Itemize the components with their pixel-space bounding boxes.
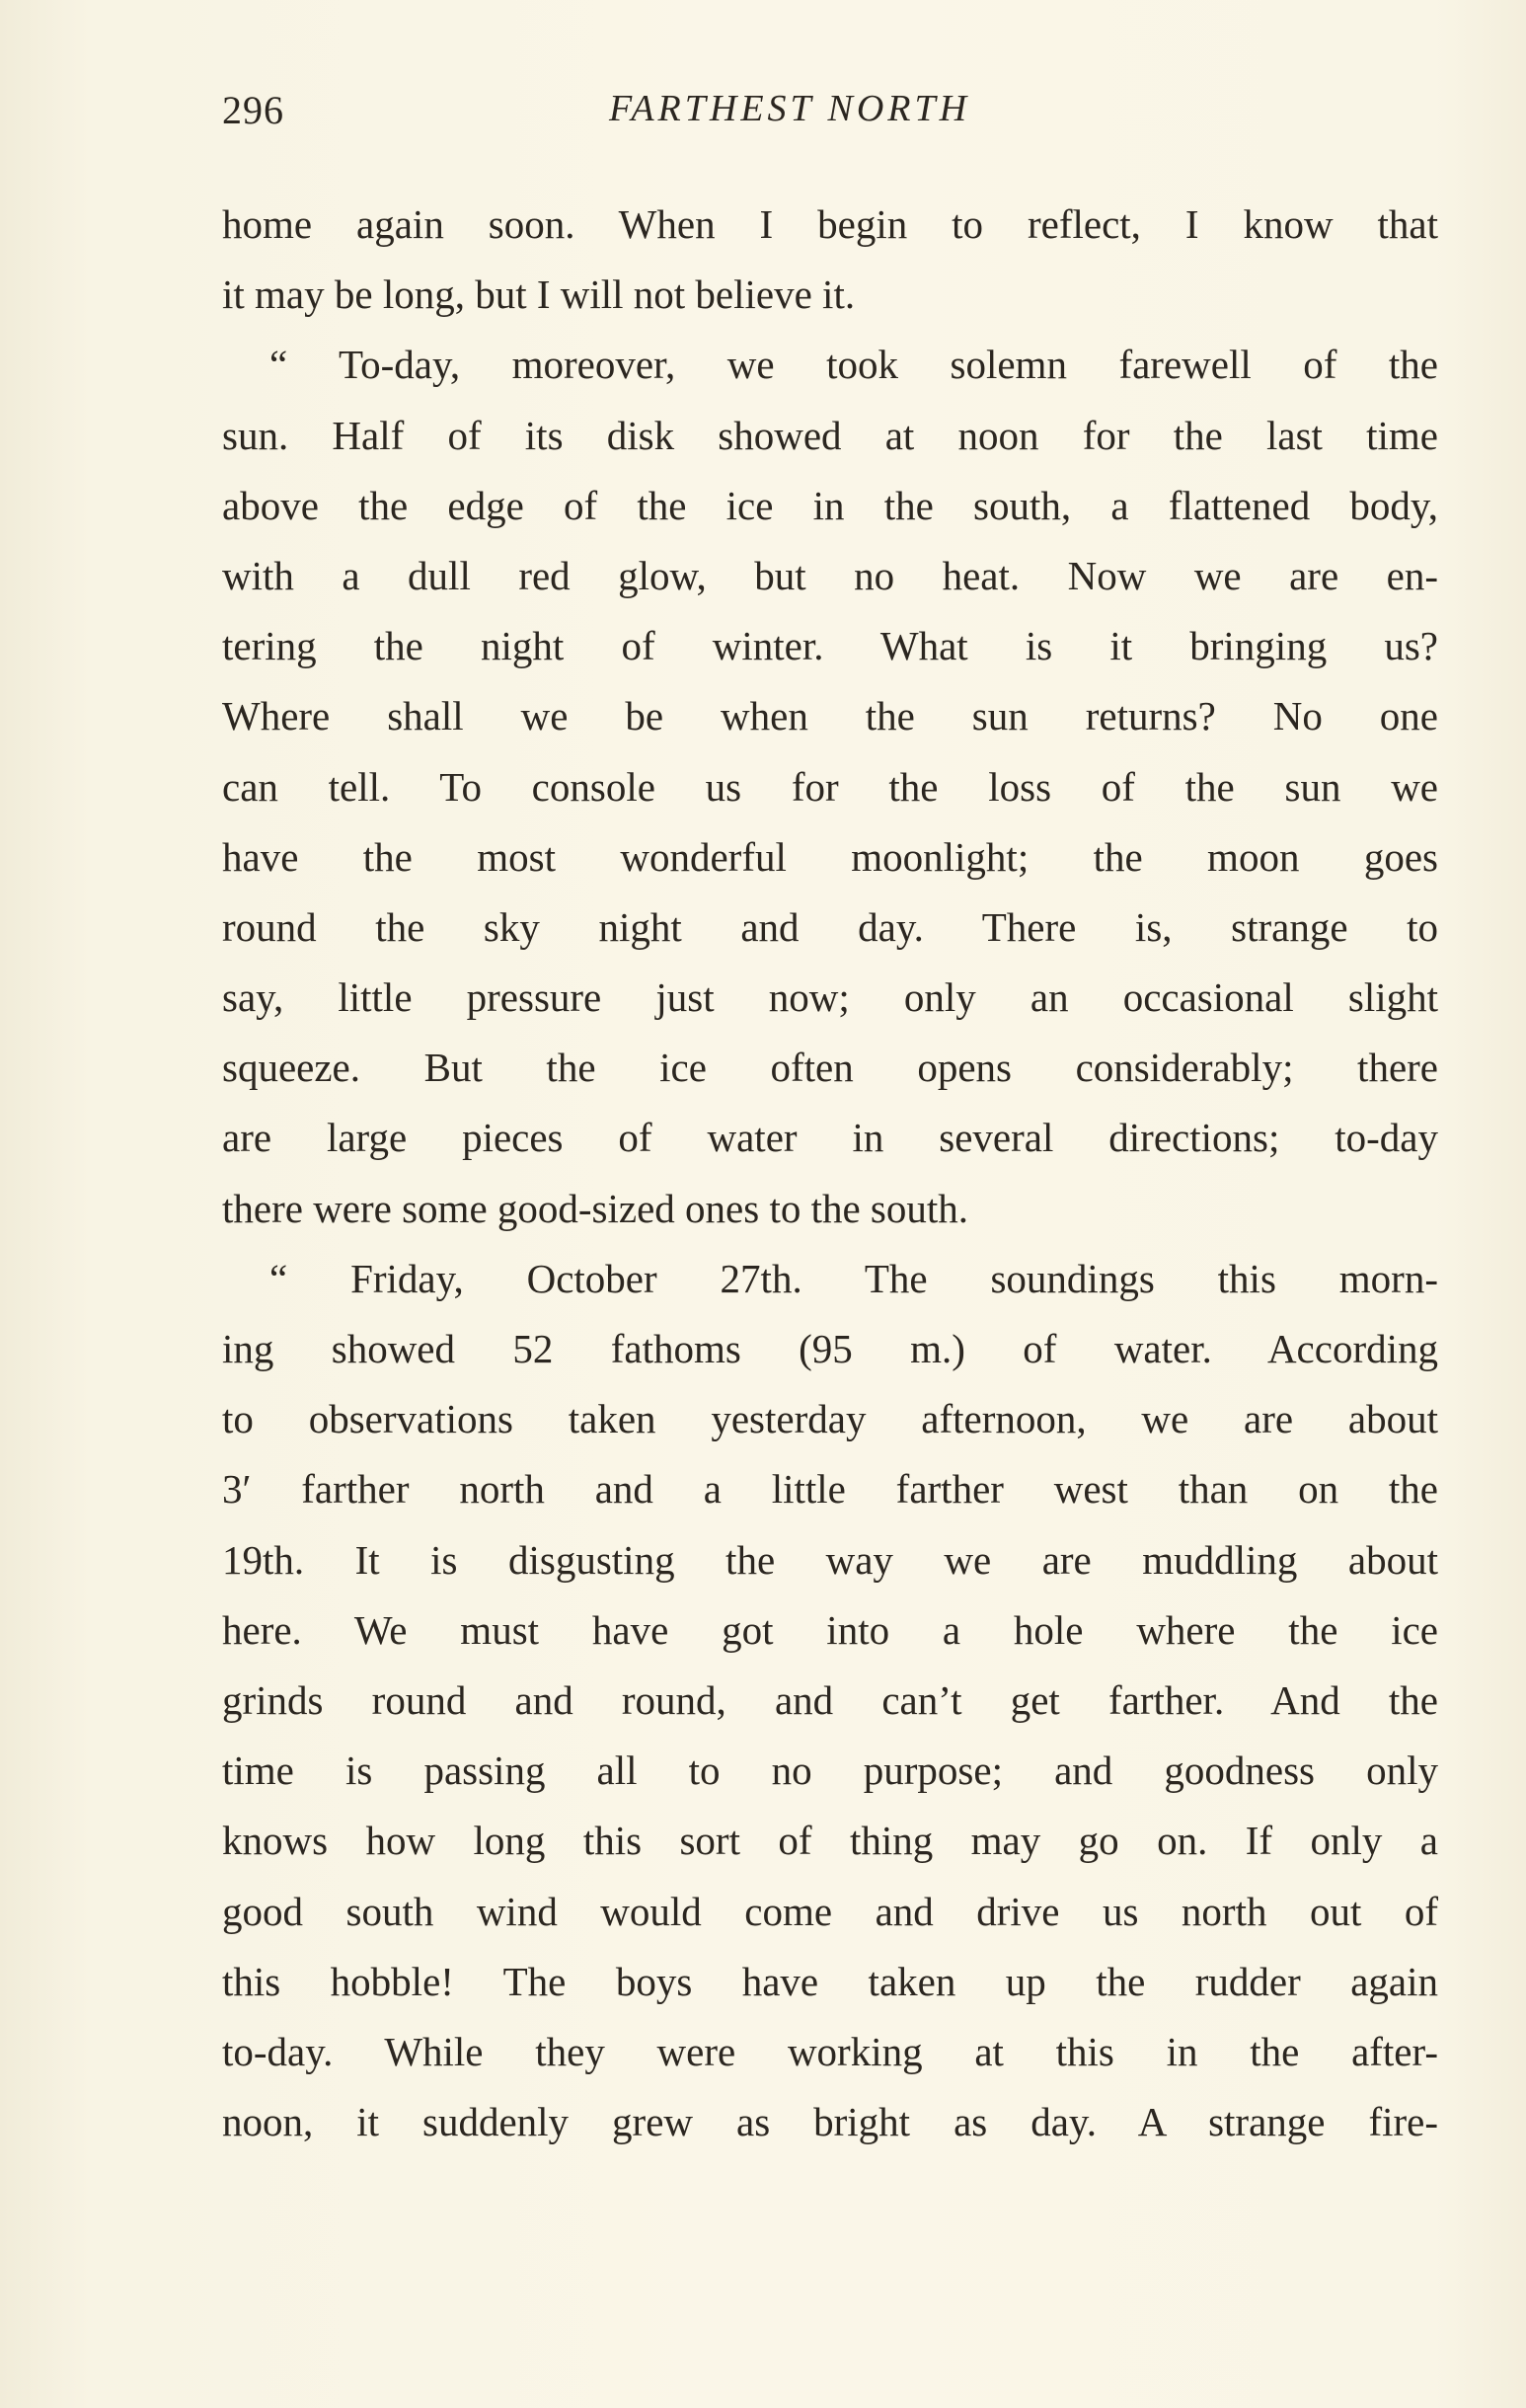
text-line: have the most wonderful moonlight; the moon goes	[222, 833, 1438, 880]
book-title: FARTHEST NORTH	[609, 88, 971, 129]
text-line: “ To-day, moreover, we took solemn farewell of the	[269, 342, 1438, 388]
text-line: time is passing all to no purpose; and goodness only	[222, 1748, 1438, 1794]
text-line: tering the night of winter. What is it bringing us?	[222, 623, 1438, 669]
text-line: knows how long this sort of thing may go on. If only a	[222, 1818, 1438, 1864]
text-line: this hobble! The boys have taken up the rudder again	[222, 1958, 1438, 2004]
text-line: here. We must have got into a hole where the ice	[222, 1606, 1438, 1653]
text-line: with a dull red glow, but no heat. Now we are en-	[222, 552, 1438, 598]
text-line: are large pieces of water in several directions; to-day	[222, 1115, 1438, 1161]
text-line: squeeze. But the ice often opens considerably; there	[222, 1045, 1438, 1091]
text-line: grinds round and round, and can’t get farther. And the	[222, 1676, 1438, 1723]
page-number: 296	[222, 88, 284, 132]
text-line: above the edge of the ice in the south, a flattened body,	[222, 482, 1438, 528]
text-line: sun. Half of its disk showed at noon for the last time	[222, 412, 1438, 458]
text-line: 19th. It is disgusting the way we are muddling about	[222, 1536, 1438, 1583]
text-line: round the sky night and day. There is, strange to	[222, 903, 1438, 950]
text-line: to observations taken yesterday afternoon, we are about	[222, 1396, 1438, 1442]
text-line: home again soon. When I begin to reflect, I know that	[222, 201, 1438, 247]
text-line: can tell. To console us for the loss of the sun we	[222, 763, 1438, 810]
text-line: to-day. While they were working at this in the after-	[222, 2028, 1438, 2074]
text-line: say, little pressure just now; only an occasional slight	[222, 974, 1438, 1021]
text-line: ing showed 52 fathoms (95 m.) of water. According	[222, 1326, 1438, 1371]
text-line: there were some good-sized ones to the south.	[222, 1185, 969, 1231]
text-line: 3′ farther north and a little farther west than on the	[222, 1466, 1438, 1513]
text-line: Where shall we be when the sun returns? No one	[222, 693, 1438, 739]
body-text	[222, 190, 1438, 2157]
running-head	[222, 87, 1436, 146]
text-line: “ Friday, October 27th. The soundings this morn-	[269, 1255, 1438, 1301]
text-line: good south wind would come and drive us north out of	[222, 1888, 1438, 1934]
text-line: noon, it suddenly grew as bright as day. A strange fire-	[222, 2099, 1438, 2145]
text-line: it may be long, but I will not believe it.	[222, 272, 856, 318]
